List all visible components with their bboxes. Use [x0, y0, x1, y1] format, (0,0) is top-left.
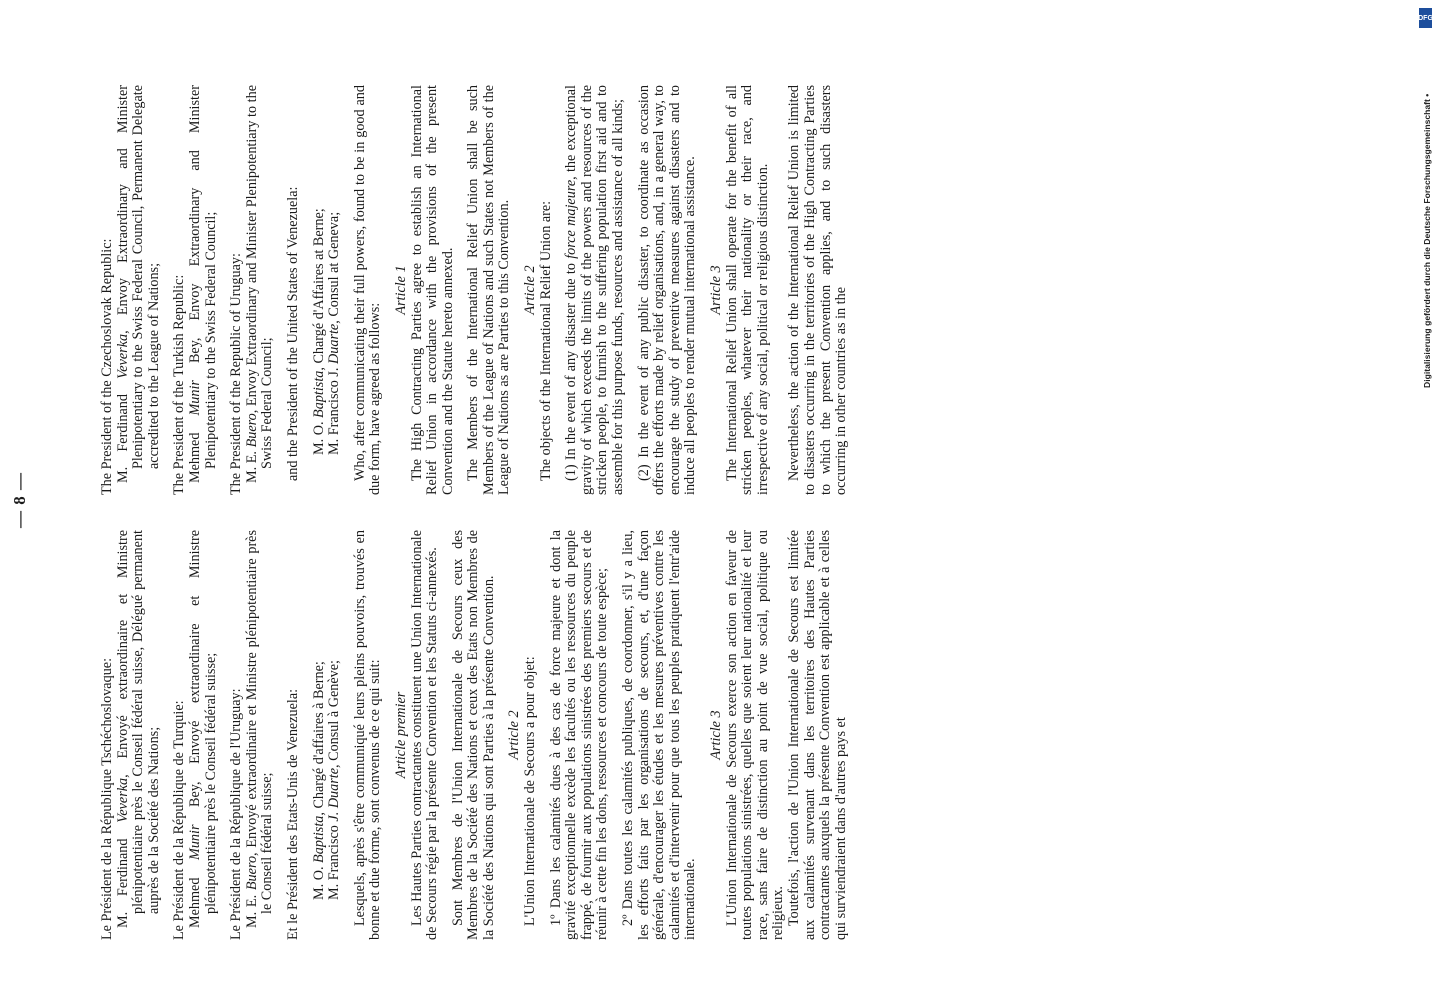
- plenipotentiary: M. O. Baptista, Chargé d'Affaires at Berne;: [310, 208, 327, 455]
- signatory-heading: The President of the Republic of Uruguay:: [228, 253, 245, 495]
- article-heading: Article 2: [506, 710, 523, 760]
- preamble-closing: Who, after communicating their full powers, found to be in good and due form, have agreed as follows:: [351, 85, 384, 495]
- article-paragraph: Sont Membres de l'Union Internationale de Secours ceux des Membres de la Société des Nations et ceux des Etats non Membres de la Société des Nations qui sont Parties à la présente Convention.: [449, 530, 497, 940]
- plenipotentiary: M. Ferdinand Veverka, Envoyé extraordinaire et Ministre plénipotentiaire près le Conseil fédéral suisse, Délégué permanent auprès de la Société des Nations;: [114, 530, 162, 928]
- article-paragraph: Nevertheless, the action of the International Relief Union is limited to disasters occurring in the territories of the High Contracting Parties to which the present Convention applies, and to such disasters occurring in other countries as in the: [786, 85, 850, 495]
- article-paragraph: (1) In the event of any disaster due to force majeure, the exceptional gravity of which exceeds the limits of the powers and resources of the stricken people, to furnish to the suffering population first aid and to assemble for this purpose funds, resources and assistance of all kinds;: [563, 85, 627, 495]
- article-paragraph: The High Contracting Parties agree to establish an International Relief Union in accordance with the provisions of the present Convention and the Statute hereto annexed.: [408, 85, 456, 495]
- signatory-heading: and the President of the United States of Venezuela:: [284, 186, 301, 481]
- plenipotentiary: M. Francisco J. Duarte, Consul at Geneva;: [326, 211, 343, 455]
- plenipotentiary: M. Ferdinand Veverka, Envoy Extraordinary and Minister Plenipotentiary to the Swiss Federal Council, Permanent Delegate accredited to the League of Nations;: [114, 85, 162, 483]
- signatory-heading: The President of the Turkish Republic:: [171, 274, 188, 495]
- plenipotentiary: M. E. Buero, Envoyé extraordinaire et Ministre plénipotentiaire près le Conseil fédéral suisse;: [243, 529, 276, 928]
- signatory-heading: Le Président de la République Tschéchoslovaque:: [99, 657, 115, 940]
- plenipotentiary: M. O. Baptista, Chargé d'affaires à Berne;: [310, 661, 327, 900]
- article-paragraph: (2) In the event of any public disaster, to coordinate as occasion offers the efforts made by relief organisations, and, in a general way, to encourage the study of preventive measures against disasters and to induce all peoples to render mutual international assistance.: [635, 85, 699, 495]
- article-paragraph: The objects of the International Relief Union are:: [537, 200, 554, 481]
- article-paragraph: 2º Dans toutes les calamités publiques, de coordonner, s'il y a lieu, les efforts faits par les organisations de secours, et, d'une façon générale, d'encourager les études et les mesures préventives contre les calamités et d'intervenir pour que tous les peuples pratiquent l'entr'aide internationale.: [620, 530, 699, 940]
- signatory-heading: Et le Président des Etats-Unis de Venezuela:: [284, 688, 301, 940]
- plenipotentiary: Mehmed Munir Bey, Envoyé extraordinaire et Ministre plénipotentiaire près le Conseil fédéral suisse;: [186, 530, 219, 928]
- article-heading: Article 1: [392, 265, 409, 315]
- article-paragraph: L'Union Internationale de Secours exerce son action en faveur de toutes populations sinistrées, quelles que soient leur nationalité et leur race, sans faire de distinction au point de vue social, politique ou religieux.: [723, 530, 787, 940]
- dfg-logo: DFG: [1419, 8, 1432, 28]
- article-paragraph: L'Union Internationale de Secours a pour objet:: [522, 656, 539, 926]
- page-number: — 8 —: [10, 472, 29, 528]
- plenipotentiary: Mehmed Munir Bey, Envoy Extraordinary and Minister Plenipotentiary to the Swiss Federal Council;: [186, 85, 219, 483]
- english-text-column: [100, 85, 850, 495]
- signatory-heading: Le Président de la République de Turquie:: [171, 700, 188, 940]
- article-paragraph: Les Hautes Parties contractantes constituent une Union Internationale de Secours régie par la présente Convention et les Statuts ci-annexés.: [408, 530, 441, 940]
- article-heading: Article 3: [708, 265, 724, 315]
- plenipotentiary: M. Francisco J. Duarte, Consul à Genève;: [326, 660, 343, 900]
- signatory-heading: Le Président de la République de l'Uruguay:: [228, 688, 245, 940]
- article-heading: Article premier: [392, 691, 409, 779]
- article-paragraph: Toutefois, l'action de l'Union Internationale de Secours est limitée aux calamités survenant dans les territoires des Hautes Parties contractantes auxquels la présente Convention est applicable et à celles qui surviendraient dans d'autres pays et: [785, 530, 849, 940]
- signatory-heading: The President of the Czechoslovak Republic:: [99, 238, 115, 495]
- digitization-credit: Digitalisierung gefördert durch die Deutsche Forschungsgemeinschaft •: [1422, 93, 1432, 388]
- rotated-document-page: [0, 60, 1320, 940]
- article-heading: Article 2: [522, 265, 539, 315]
- article-heading: Article 3: [708, 710, 724, 760]
- article-paragraph: 1º Dans les calamités dues à des cas de force majeure et dont la gravité exceptionnelle excède les facultés ou les ressources du peuple frappé, de fournir aux populations sinistrées des premiers secours et de réunir à cette fin les dons, ressources et concours de toute espèce;: [547, 530, 611, 940]
- article-paragraph: The Members of the International Relief Union shall be such Members of the League of Nations and such States not Members of the League of Nations as are Parties to this Convention.: [465, 85, 513, 495]
- plenipotentiary: M. E. Buero, Envoy Extraordinary and Minister Plenipotentiary to the Swiss Federal Council;: [243, 85, 276, 483]
- article-paragraph: The International Relief Union shall operate for the benefit of all stricken peoples, whatever their nationality or their race, and irrespective of any social, political or religious distinction.: [723, 85, 771, 495]
- preamble-closing: Lesquels, après s'être communiqué leurs pleins pouvoirs, trouvés en bonne et due forme, sont convenus de ce qui suit:: [351, 530, 384, 940]
- french-text-column: [100, 530, 849, 940]
